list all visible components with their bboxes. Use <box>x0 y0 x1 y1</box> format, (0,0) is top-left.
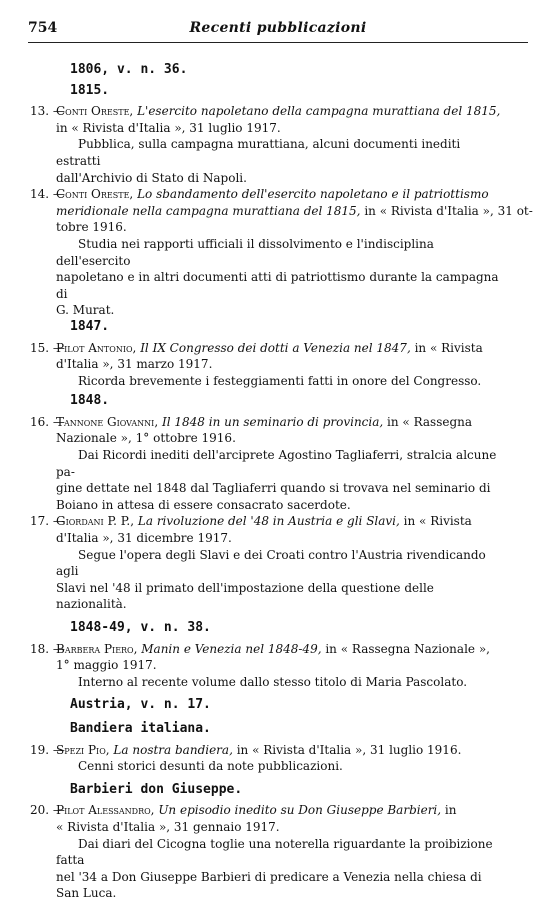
entry-note-line: San Luca. <box>56 886 117 901</box>
entry-note-line: G. Murat. <box>56 303 115 318</box>
entry-number: 14. — <box>30 187 65 202</box>
entry-note-line: nel '34 a Don Giuseppe Barbieri di predicare a Venezia nella chiesa di <box>56 869 482 884</box>
entry-number: 17. — <box>30 514 65 529</box>
entry-source: in « Rassegna Nazionale », <box>321 641 490 656</box>
entry-source-continued: « Rivista d'Italia », 31 gennaio 1917. <box>56 819 280 834</box>
entry-title: Un episodio inedito su Don Giuseppe Barbieri, <box>158 803 442 818</box>
entry-note-line: Slavi nel '48 il primato dell'impostazione della questione delle nazionalità. <box>56 580 434 612</box>
entry-number: 18. — <box>30 641 65 656</box>
entry-note-line: Interno al recente volume dallo stesso titolo di Maria Pascolato. <box>78 674 468 689</box>
entry-title-continued: meridionale nella campagna murattiana del 1815, <box>56 203 361 218</box>
entry-source: in « Rivista d'Italia », 31 luglio 1916. <box>232 742 462 757</box>
entry-note-line: Pubblica, sulla campagna murattiana, alcuni documenti inediti estratti <box>56 137 461 168</box>
entry-author: Giordani P. P., <box>56 514 135 529</box>
entry-title: La nostra bandiera, <box>113 742 233 757</box>
section-heading-1806: 1806, v. n. 36. <box>70 62 188 77</box>
bibliography-entry-13 <box>30 103 508 186</box>
entry-number: 16. — <box>30 414 65 429</box>
entry-note-line: Cenni storici desunti da note pubblicazioni. <box>78 759 343 774</box>
entry-note-line: Dai diari del Cicogna toglie una noterella riguardante la proibizione fatta <box>56 836 493 868</box>
entry-note-line: Studia nei rapporti ufficiali il dissolvimento e l'indisciplina dell'esercito <box>56 236 434 268</box>
entry-title: Manin e Venezia nel 1848-49, <box>141 641 322 656</box>
entry-title: La rivoluzione del '48 in Austria e gli Slavi, <box>137 514 400 529</box>
entry-author: Spezi Pio, <box>56 742 110 757</box>
entry-source: in « Rivista <box>410 340 483 355</box>
bibliography-entry-18 <box>30 641 508 691</box>
entry-note-line: napoletano e in altri documenti atti di patriottismo durante la campagna di <box>56 270 499 301</box>
entry-note-line: Dai Ricordi inediti dell'arciprete Agostino Tagliaferri, stralcia alcune pa- <box>56 448 497 479</box>
entry-source: in « Rivista d'Italia », 31 ot- <box>360 203 533 218</box>
section-heading-1815: 1815. <box>70 82 110 98</box>
bibliography-entry-17 <box>30 513 508 613</box>
bibliography-entry-15 <box>30 340 508 390</box>
entry-title: Il 1848 in un seminario di provincia, <box>161 414 384 429</box>
section-heading-1848-49: 1848-49, v. n. 38. <box>70 620 211 635</box>
entry-author: Barbera Piero, <box>56 641 138 656</box>
entry-source-continued: 1° maggio 1917. <box>56 658 157 673</box>
entry-source-continued: d'Italia », 31 dicembre 1917. <box>56 531 232 546</box>
entry-number: 15. — <box>30 340 65 355</box>
entry-source: in <box>441 803 457 818</box>
page-number: 754 <box>28 20 58 36</box>
entry-note-line: gine dettate nel 1848 dal Tagliaferri quando si trovava nel seminario di <box>56 481 491 496</box>
entry-source-continued: tobre 1916. <box>56 220 127 235</box>
section-heading-bandiera-italiana: Bandiera italiana. <box>70 720 211 736</box>
entry-author: Pilot Antonio, <box>56 340 137 355</box>
section-heading-barbieri: Barbieri don Giuseppe. <box>70 781 243 797</box>
entry-note-line: Ricorda brevemente i festeggiamenti fatti in onore del Congresso. <box>78 373 482 388</box>
entry-title: L'esercito napoletano della campagna murattiana del 1815, <box>137 104 501 119</box>
bibliography-entry-16 <box>30 414 508 514</box>
entry-number: 20. — <box>30 803 65 818</box>
bibliography-list <box>30 62 533 902</box>
entry-title: Lo sbandamento dell'esercito napoletano e il patriottismo <box>137 187 489 202</box>
entry-author: Conti Oreste, <box>56 104 134 119</box>
running-title: Recenti pubblicazioni <box>189 20 367 36</box>
entry-author: Tannone Giovanni, <box>56 414 159 429</box>
entry-number: 19. — <box>30 742 65 757</box>
section-heading-1848: 1848. <box>70 393 110 409</box>
entry-source: in « Rivista <box>399 514 472 529</box>
entry-source-continued: Nazionale », 1° ottobre 1916. <box>56 431 236 446</box>
entry-note-line: dall'Archivio di Stato di Napoli. <box>56 170 247 185</box>
bibliography-entry-20 <box>30 802 508 902</box>
bibliography-entry-14 <box>30 186 533 319</box>
bibliography-entry-19 <box>30 742 508 775</box>
entry-source: in « Rivista d'Italia », 31 luglio 1917. <box>56 120 281 135</box>
entry-title: Il IX Congresso dei dotti a Venezia nel 1847, <box>140 340 411 355</box>
entry-author: Pilot Alessandro, <box>56 803 155 818</box>
entry-source: in « Rassegna <box>383 414 473 429</box>
entry-source-continued: d'Italia », 31 marzo 1917. <box>56 357 213 372</box>
entry-note-line: Boiano in attesa di essere consacrato sacerdote. <box>56 497 351 512</box>
entry-author: Conti Oreste, <box>56 187 134 202</box>
section-heading-1847: 1847. <box>70 318 110 334</box>
entry-note-line: Segue l'opera degli Slavi e dei Croati contro l'Austria rivendicando agli <box>56 547 486 579</box>
page-header <box>28 18 528 43</box>
entry-number: 13. — <box>30 104 65 119</box>
section-heading-austria: Austria, v. n. 17. <box>70 697 211 713</box>
